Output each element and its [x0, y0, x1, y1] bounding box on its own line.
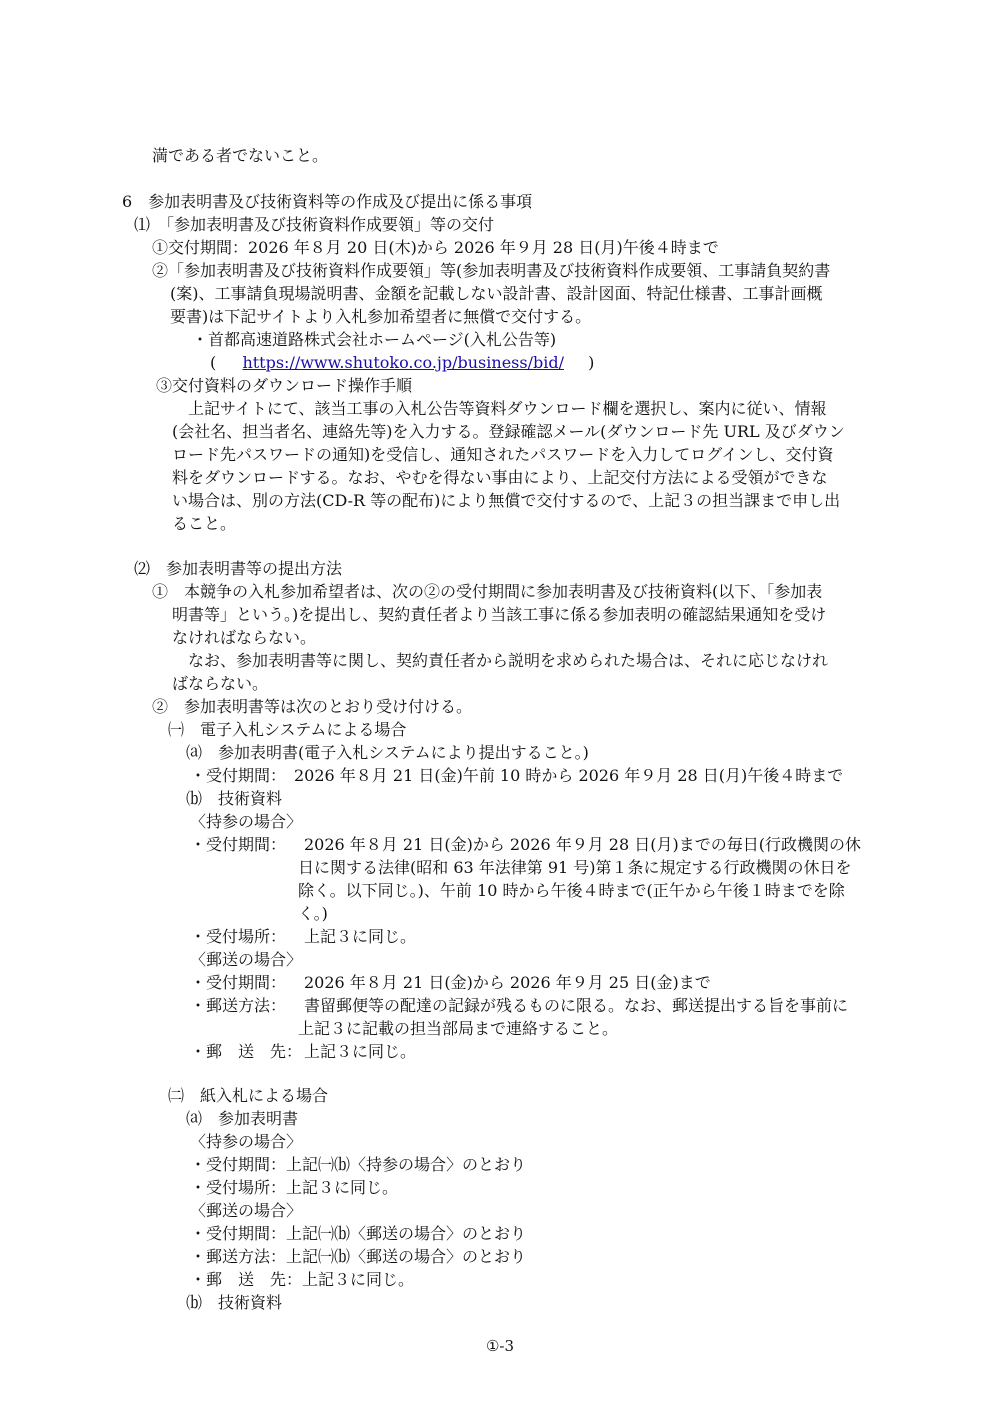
mail-destination-label: ・郵 送 先： — [190, 1042, 303, 1061]
mail-period-label: ・受付期間： — [190, 973, 287, 992]
mail-heading: 〈郵送の場合〉 — [190, 950, 303, 969]
submission-line2: 明書等」という。)を提出し、契約責任者より当該工事に係る参加表明の確認結果通知を受け — [172, 605, 827, 624]
in-person-place: 上記３に同じ。 — [304, 927, 417, 946]
mail-method-label: ・郵送方法： — [190, 996, 287, 1015]
paper-mail-heading: 〈郵送の場合〉 — [190, 1201, 303, 1220]
mail-method-line1: 書留郵便等の配達の記録が残るものに限る。なお、郵送提出する旨を事前に — [304, 996, 849, 1015]
paper-mail-destination: ・郵 送 先：上記３に同じ。 — [190, 1270, 415, 1289]
paper-in-person-place: ・受付場所：上記３に同じ。 — [190, 1178, 399, 1197]
subsection-1-heading: ⑴ 「参加表明書及び技術資料作成要領」等の交付 — [134, 215, 495, 234]
paper-mail-method: ・郵送方法：上記㈠⒝〈郵送の場合〉のとおり — [190, 1247, 527, 1266]
subsection-2-heading: ⑵ 参加表明書等の提出方法 — [134, 559, 343, 578]
paper-in-person-heading: 〈持参の場合〉 — [190, 1132, 303, 1151]
paper-mail-period: ・受付期間：上記㈠⒝〈郵送の場合〉のとおり — [190, 1224, 527, 1243]
submission-line5: ばならない。 — [172, 674, 269, 693]
in-person-period-line3: 除く。以下同じ。)、午前 10 時から午後４時まで(正午から午後１時までを除 — [298, 881, 845, 900]
download-procedure-line1: 上記サイトにて、該当工事の入札公告等資料ダウンロード欄を選択し、案内に従い、情報 — [188, 399, 827, 418]
download-procedure-line4: 料をダウンロードする。なお、やむを得ない事由により、上記交付方法による受領ができな — [172, 468, 828, 487]
download-procedure-line3: ロード先パスワードの通知)を受信し、通知されたパスワードを入力してログインし、交付資 — [172, 445, 834, 464]
bid-site-link[interactable]: https://www.shutoko.co.jp/business/bid/ — [242, 353, 564, 372]
in-person-period-label: ・受付期間： — [190, 835, 287, 854]
continuation-text: 満である者でないこと。 — [152, 146, 329, 165]
download-procedure-heading: ③交付資料のダウンロード操作手順 — [156, 376, 413, 395]
paper-bid-heading: ㈡ 紙入札による場合 — [168, 1086, 329, 1105]
technical-docs-heading: ⒝ 技術資料 — [186, 789, 283, 808]
in-person-period-line1: 2026 年８月 21 日(金)から 2026 年９月 28 日(月)までの毎日(行政機関の休 — [304, 835, 861, 854]
url-line — [210, 352, 594, 374]
in-person-period-line2: 日に関する法律(昭和 63 年法律第 91 号)第１条に規定する行政機関の休日を — [298, 858, 852, 877]
paper-technical-docs-heading: ⒝ 技術資料 — [186, 1293, 283, 1312]
delivery-period: ①交付期間：2026 年８月 20 日(木)から 2026 年９月 28 日(月)午後４時まで — [152, 238, 719, 257]
url-paren-close: ) — [588, 353, 595, 372]
electronic-participation-period: ・受付期間： 2026 年８月 21 日(金)午前 10 時から 2026 年９月 28 日(月)午後４時まで — [190, 766, 844, 785]
page-number: ①-3 — [485, 1337, 515, 1355]
section-6-heading: 6 参加表明書及び技術資料等の作成及び提出に係る事項 — [122, 192, 533, 211]
paper-participation-heading: ⒜ 参加表明書 — [186, 1109, 299, 1128]
delivery-docs-line2: (案)、工事請負現場説明書、金額を記載しない設計書、設計図面、特記仕様書、工事計画概 — [170, 284, 823, 303]
download-procedure-line6: ること。 — [172, 514, 237, 533]
download-procedure-line5: い場合は、別の方法(CD-R 等の配布)により無償で交付するので、上記３の担当課まで申し出 — [172, 491, 841, 510]
download-procedure-line2: (会社名、担当者名、連絡先等)を入力する。登録確認メール(ダウンロード先 URL 及びダウン — [172, 422, 845, 441]
submission-line4: なお、参加表明書等に関し、契約責任者から説明を求められた場合は、それに応じなけれ — [188, 651, 829, 670]
paper-in-person-period: ・受付期間：上記㈠⒝〈持参の場合〉のとおり — [190, 1155, 527, 1174]
in-person-place-label: ・受付場所： — [190, 927, 287, 946]
in-person-heading: 〈持参の場合〉 — [190, 812, 303, 831]
delivery-docs-line3: 要書)は下記サイトより入札参加希望者に無償で交付する。 — [170, 307, 592, 326]
mail-method-line2: 上記３に記載の担当部局まで連絡すること。 — [298, 1019, 619, 1038]
in-person-period-line4: く。) — [298, 904, 328, 923]
submission-line3: なければならない。 — [172, 628, 317, 647]
submission-line1: ① 本競争の入札参加希望者は、次の②の受付期間に参加表明書及び技術資料(以下、「参加表 — [152, 582, 823, 601]
website-name: ・首都高速道路株式会社ホームページ(入札公告等) — [192, 330, 557, 349]
electronic-bid-heading: ㈠ 電子入札システムによる場合 — [168, 720, 407, 739]
electronic-participation-heading: ⒜ 参加表明書(電子入札システムにより提出すること。) — [186, 743, 589, 762]
mail-destination: 上記３に同じ。 — [304, 1042, 417, 1061]
mail-period: 2026 年８月 21 日(金)から 2026 年９月 25 日(金)まで — [304, 973, 711, 992]
acceptance-intro: ② 参加表明書等は次のとおり受け付ける。 — [152, 697, 473, 716]
url-paren-open: ( — [210, 353, 217, 372]
delivery-docs-line1: ②「参加表明書及び技術資料作成要領」等(参加表明書及び技術資料作成要領、工事請負契約書 — [152, 261, 831, 280]
